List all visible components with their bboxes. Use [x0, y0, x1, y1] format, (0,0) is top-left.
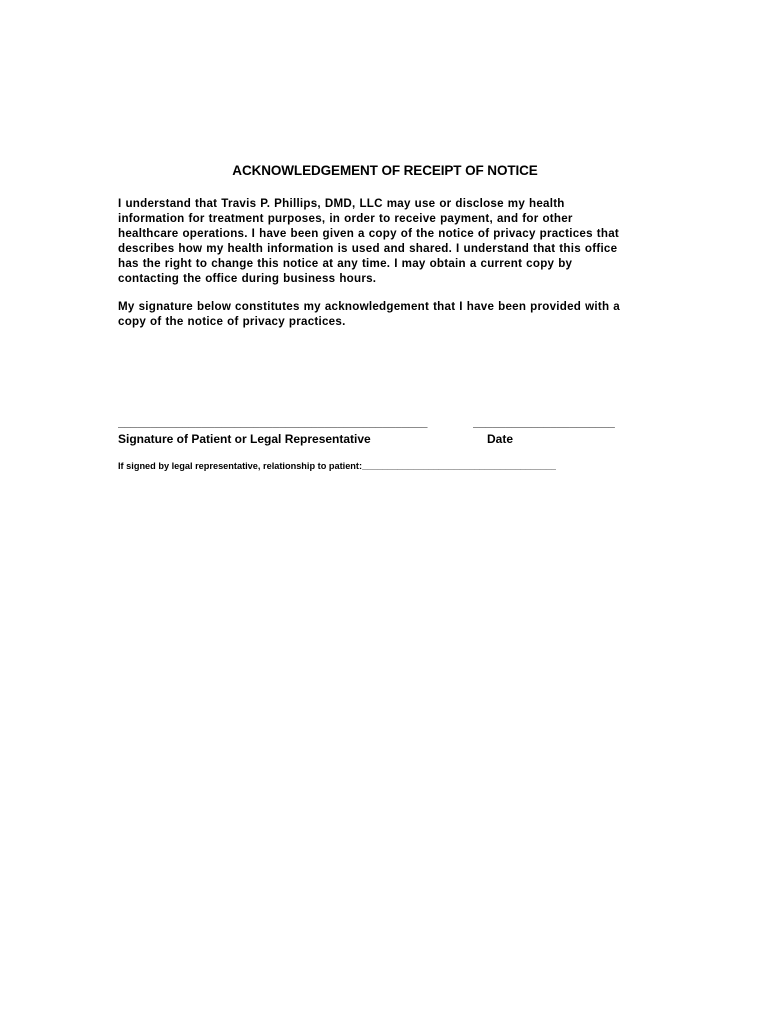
acknowledgement-paragraph	[118, 196, 658, 286]
signature-blank-line[interactable]: ________________________________________________	[118, 416, 428, 429]
document-title: ACKNOWLEDGEMENT OF RECEIPT OF NOTICE	[232, 163, 538, 178]
paragraph-line: information for treatment purposes, in order to receive payment, and for other	[118, 212, 573, 225]
paragraph-line: healthcare operations. I have been given a copy of the notice of privacy practices that	[118, 227, 620, 240]
date-blank-line[interactable]: ______________________	[473, 416, 615, 429]
relationship-blank-line[interactable]: ______________________________________	[362, 461, 557, 471]
signature-label: Signature of Patient or Legal Representative	[118, 432, 371, 446]
paragraph-line: describes how my health information is used and shared. I understand that this office	[118, 242, 618, 255]
signature-statement-paragraph	[118, 299, 658, 329]
relationship-row	[118, 461, 556, 471]
relationship-label: If signed by legal representative, relationship to patient:	[118, 461, 363, 471]
paragraph-line: I understand that Travis P. Phillips, DMD, LLC may use or disclose my health	[118, 197, 565, 210]
paragraph-line: copy of the notice of privacy practices.	[118, 315, 346, 328]
paragraph-line: My signature below constitutes my acknowledgement that I have been provided with a	[118, 300, 620, 313]
paragraph-line: has the right to change this notice at any time. I may obtain a current copy by	[118, 257, 573, 270]
date-label: Date	[487, 432, 514, 446]
paragraph-line: contacting the office during business hours.	[118, 272, 377, 285]
